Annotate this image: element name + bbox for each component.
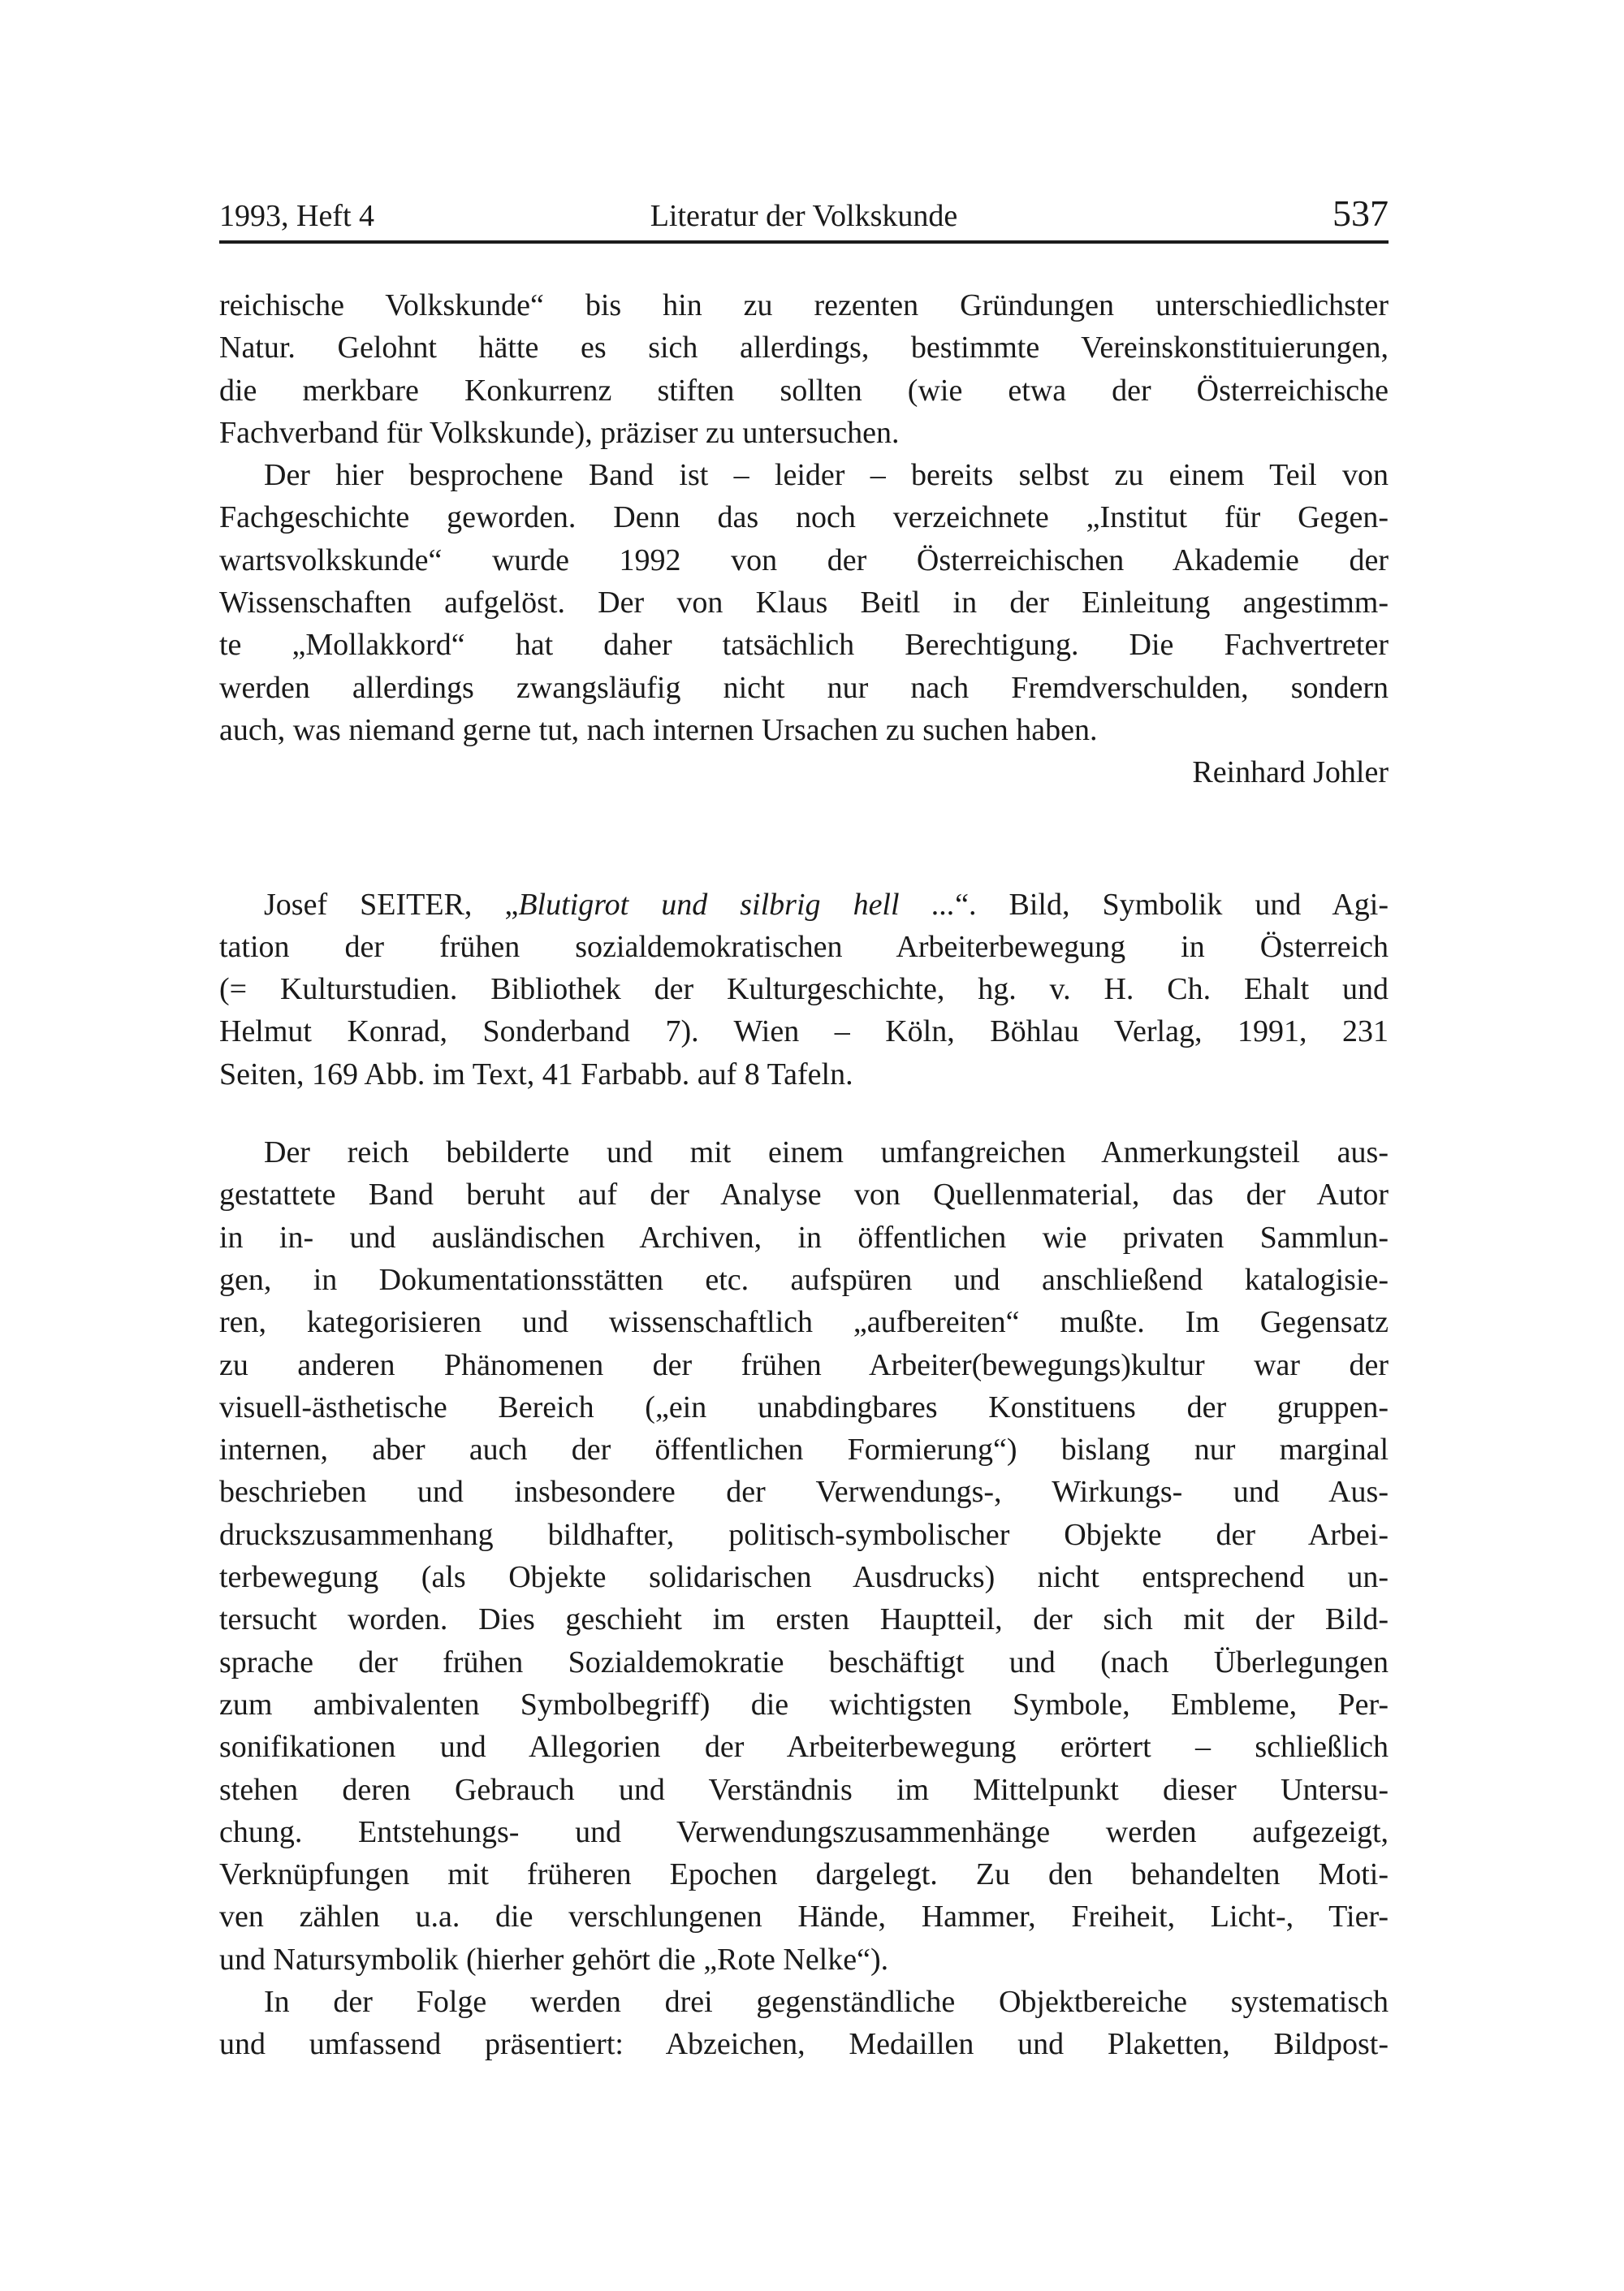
header-rule — [219, 240, 1389, 244]
text-line: werden allerdings zwangsläufig nicht nur nach Fremdverschulden, sondern — [219, 670, 1389, 705]
book-citation — [219, 884, 1389, 1096]
reviewer-signature: Reinhard Johler — [1192, 755, 1389, 790]
running-header — [219, 192, 1389, 235]
citation-suffix: “. Bild, Symbolik und Agi- — [955, 887, 1389, 922]
header-issue: 1993, Heft 4 — [219, 199, 375, 233]
text-line: ven zählen u.a. die verschlungenen Hände, Hammer, Freiheit, Licht-, Tier- — [219, 1900, 1389, 1934]
text-line: internen, aber auch der öffentlichen Formierung“) bislang nur marginal — [219, 1433, 1389, 1468]
text-line — [219, 884, 1389, 926]
text-line: stehen deren Gebrauch und Verständnis im Mittelpunkt dieser Untersu- — [219, 1772, 1389, 1807]
text-line: terbewegung (als Objekte solidarischen Ausdrucks) nicht entsprechend un- — [219, 1560, 1389, 1595]
header-page-number: 537 — [1332, 192, 1389, 234]
text-line: te „Mollakkord“ hat daher tatsächlich Berechtigung. Die Fachvertreter — [219, 628, 1389, 663]
text-line: gen, in Dokumentationsstätten etc. aufspüren und anschließend katalogisie- — [219, 1262, 1389, 1297]
text-line: sonifikationen und Allegorien der Arbeiterbewegung erörtert – schließlich — [219, 1730, 1389, 1765]
text-line: visuell-ästhetische Bereich („ein unabdingbares Konstituens der gruppen- — [219, 1390, 1389, 1424]
text-line: gestattete Band beruht auf der Analyse von Quellenmaterial, das der Autor — [219, 1178, 1389, 1213]
text-line: (= Kulturstudien. Bibliothek der Kulturgeschichte, hg. v. H. Ch. Ehalt und — [219, 972, 1389, 1007]
text-line: In der Folge werden drei gegenständliche Objektbereiche systematisch — [264, 1984, 1389, 2019]
text-line: und umfassend präsentiert: Abzeichen, Medaillen und Plaketten, Bildpost- — [219, 2027, 1389, 2062]
text-line: reichische Volkskunde“ bis hin zu rezenten Gründungen unterschiedlichster — [219, 288, 1389, 322]
text-line: Fachverband für Volkskunde), präziser zu untersuchen. — [219, 415, 900, 450]
text-line: tation der frühen sozialdemokratischen Arbeiterbewegung in Österreich — [219, 929, 1389, 964]
text-line: die merkbare Konkurrenz stiften sollten (wie etwa der Österreichische — [219, 373, 1389, 408]
final-paragraph — [219, 1981, 1389, 2066]
text-line: zum ambivalenten Symbolbegriff) die wichtigsten Symbole, Embleme, Per- — [219, 1687, 1389, 1722]
citation-prefix: Josef SEITER, „ — [264, 887, 519, 922]
text-line: Natur. Gelohnt hätte es sich allerdings, bestimmte Vereinskonstituierungen, — [219, 331, 1389, 365]
text-line: Wissenschaften aufgelöst. Der von Klaus Beitl in der Einleitung angestimm- — [219, 586, 1389, 620]
paragraph-continuation — [219, 284, 1389, 454]
text-line: Helmut Konrad, Sonderband 7). Wien – Köln, Böhlau Verlag, 1991, 231 — [219, 1014, 1389, 1049]
text-line: und Natursymbolik (hierher gehört die „Rote Nelke“). — [219, 1942, 889, 1977]
header-section-title: Literatur der Volkskunde — [650, 199, 958, 233]
text-line: auch, was niemand gerne tut, nach internen Ursachen zu suchen haben. — [219, 712, 1098, 747]
review-paragraph — [219, 1131, 1389, 1981]
paragraph — [219, 454, 1389, 751]
text-line: druckszusammenhang bildhafter, politisch-symbolischer Objekte der Arbei- — [219, 1517, 1389, 1552]
text-line: Der hier besprochene Band ist – leider – bereits selbst zu einem Teil von — [264, 458, 1389, 493]
text-line: in in- und ausländischen Archiven, in öffentlichen wie privaten Sammlun- — [219, 1220, 1389, 1255]
text-line: tersucht worden. Dies geschieht im ersten Hauptteil, der sich mit der Bild- — [219, 1602, 1389, 1637]
book-title: Blutigrot und silbrig hell ... — [518, 887, 956, 922]
text-line: Verknüpfungen mit früheren Epochen dargelegt. Zu den behandelten Moti- — [219, 1857, 1389, 1892]
text-line: ren, kategorisieren und wissenschaftlich „aufbereiten“ mußte. Im Gegensatz — [219, 1305, 1389, 1340]
text-line: chung. Entstehungs- und Verwendungszusammenhänge werden aufgezeigt, — [219, 1814, 1389, 1849]
text-line: zu anderen Phänomenen der frühen Arbeiter(bewegungs)kultur war der — [219, 1347, 1389, 1382]
text-line: sprache der frühen Sozialdemokratie beschäftigt und (nach Überlegungen — [219, 1645, 1389, 1679]
text-line: Fachgeschichte geworden. Denn das noch verzeichnete „Institut für Gegen- — [219, 500, 1389, 535]
text-line: beschrieben und insbesondere der Verwendungs-, Wirkungs- und Aus- — [219, 1475, 1389, 1510]
text-line: Seiten, 169 Abb. im Text, 41 Farbabb. auf 8 Tafeln. — [219, 1057, 853, 1091]
page-body — [219, 284, 1389, 2066]
text-line: Der reich bebilderte und mit einem umfangreichen Anmerkungsteil aus- — [264, 1135, 1389, 1170]
text-line: wartsvolkskunde“ wurde 1992 von der Österreichischen Akademie der — [219, 542, 1389, 577]
